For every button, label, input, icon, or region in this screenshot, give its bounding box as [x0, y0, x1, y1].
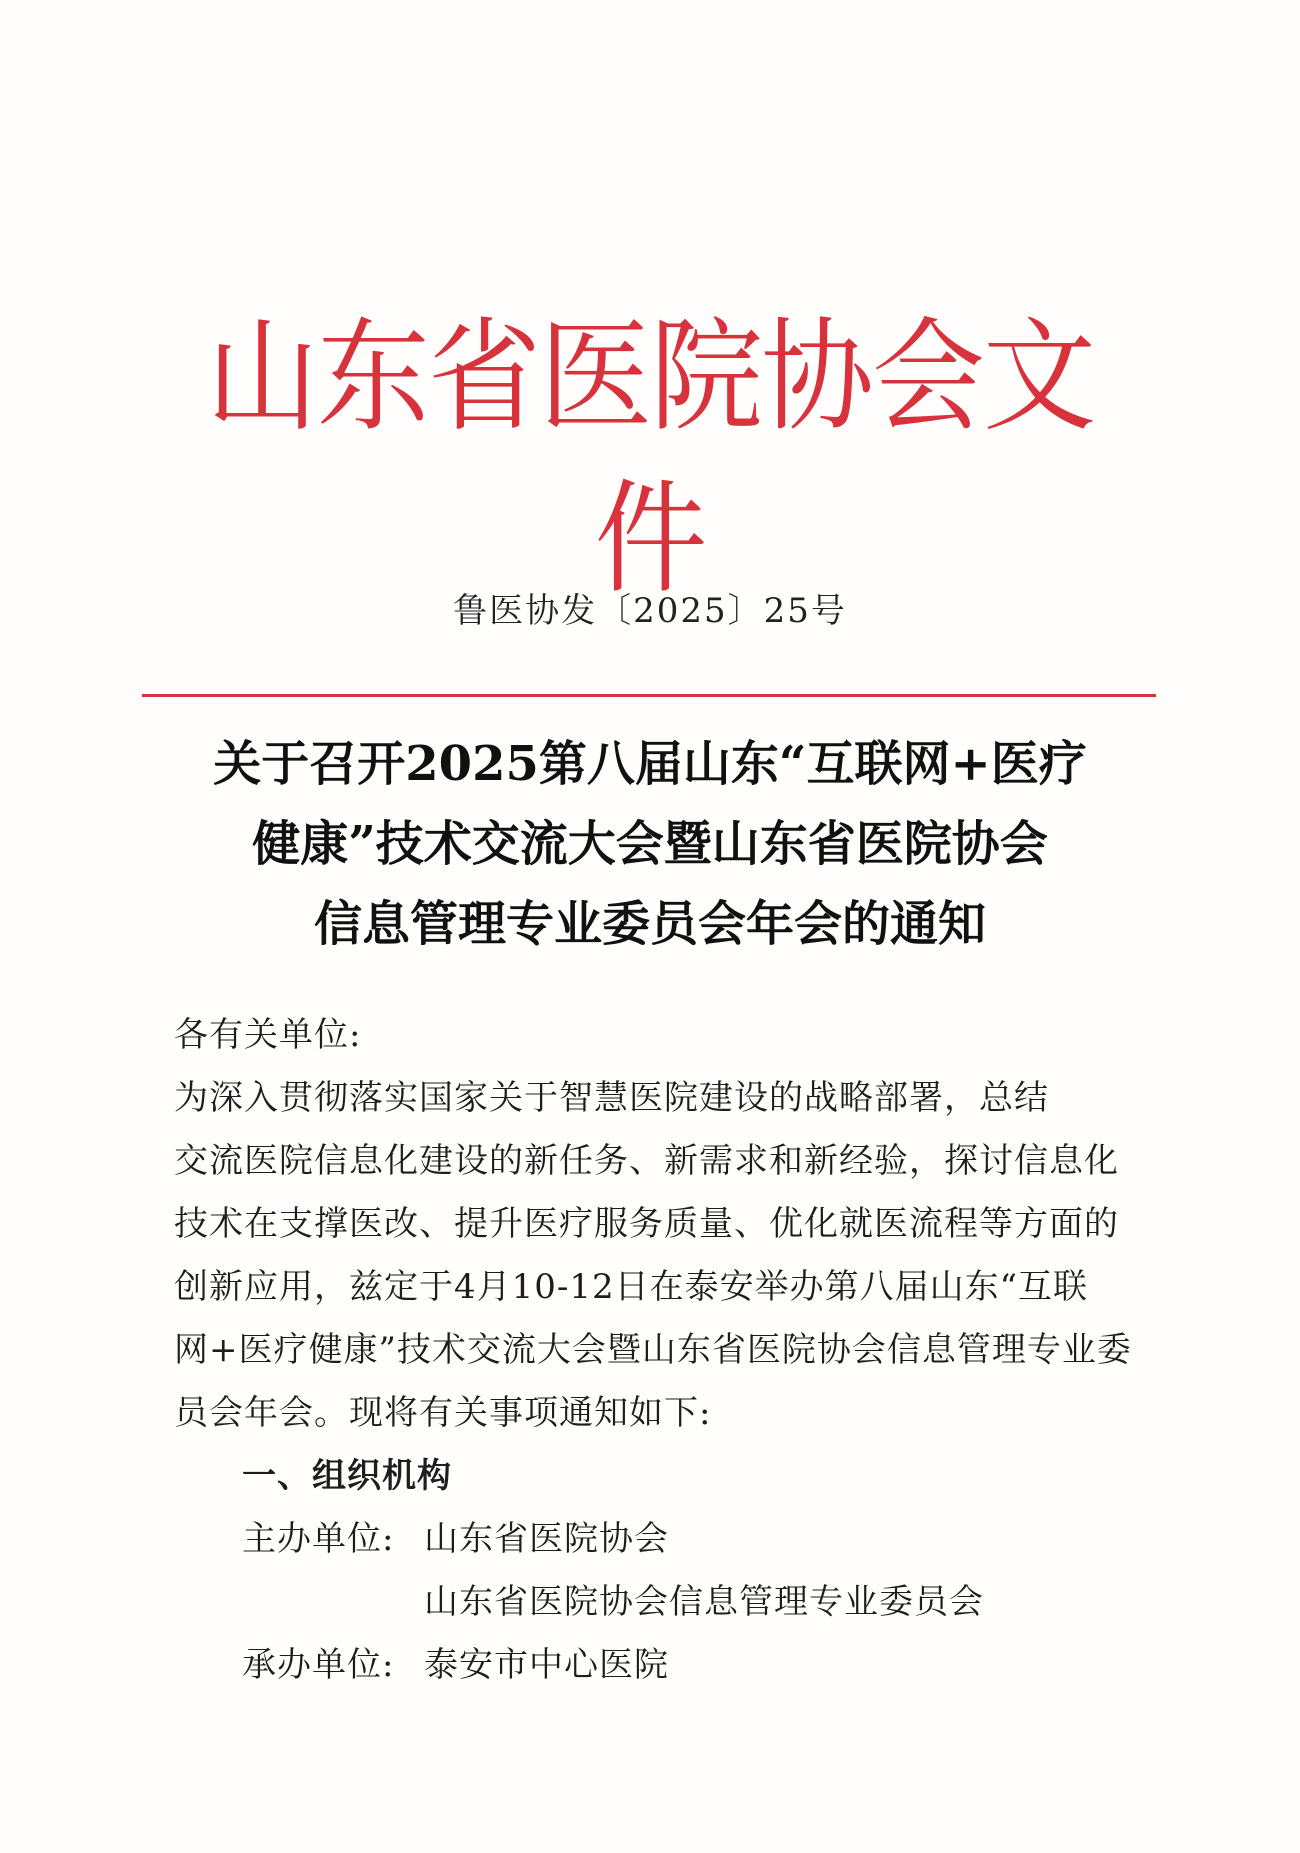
- red-header-title: 山东省医院协会文件: [206, 305, 1094, 611]
- undertaker-row: [174, 1634, 1154, 1697]
- paragraph-line: 创新应用，兹定于4月10-12日在泰安举办第八届山东“互联: [174, 1267, 1089, 1307]
- paragraph-line: 为深入贯彻落实国家关于智慧医院建设的战略部署，总结: [174, 1078, 1049, 1118]
- notice-title-line: 健康”技术交流大会暨山东省医院协会: [252, 816, 1048, 872]
- host-label: 主办单位:: [242, 1519, 395, 1559]
- host-values: [424, 1508, 984, 1634]
- salutation: 各有关单位:: [174, 1015, 362, 1055]
- paragraph-line: 员会年会。现将有关事项通知如下:: [174, 1393, 712, 1433]
- notice-title: [170, 724, 1130, 964]
- host-organization: 山东省医院协会: [424, 1519, 669, 1559]
- document-number: 鲁医协发〔2025〕25号: [453, 591, 847, 631]
- paragraph-line: 网+医疗健康”技术交流大会暨山东省医院协会信息管理专业委: [174, 1330, 1132, 1370]
- undertaker-organization: 泰安市中心医院: [424, 1645, 669, 1685]
- notice-body: [174, 1004, 1154, 1697]
- paragraph-line: 交流医院信息化建设的新任务、新需求和新经验，探讨信息化: [174, 1141, 1119, 1181]
- paragraph-line: 技术在支撑医改、提升医疗服务质量、优化就医流程等方面的: [174, 1204, 1119, 1244]
- undertaker-label: 承办单位:: [242, 1645, 395, 1685]
- notice-title-line: 关于召开2025第八届山东“互联网+医疗: [213, 736, 1087, 792]
- section-heading: 一、组织机构: [242, 1456, 452, 1496]
- undertaker-values: [424, 1634, 669, 1697]
- host-organization: 山东省医院协会信息管理专业委员会: [424, 1582, 984, 1622]
- red-divider-line: [142, 694, 1156, 697]
- host-organizers-row: [174, 1508, 1154, 1634]
- notice-title-line: 信息管理专业委员会年会的通知: [313, 896, 986, 952]
- intro-paragraph: [174, 1067, 1154, 1445]
